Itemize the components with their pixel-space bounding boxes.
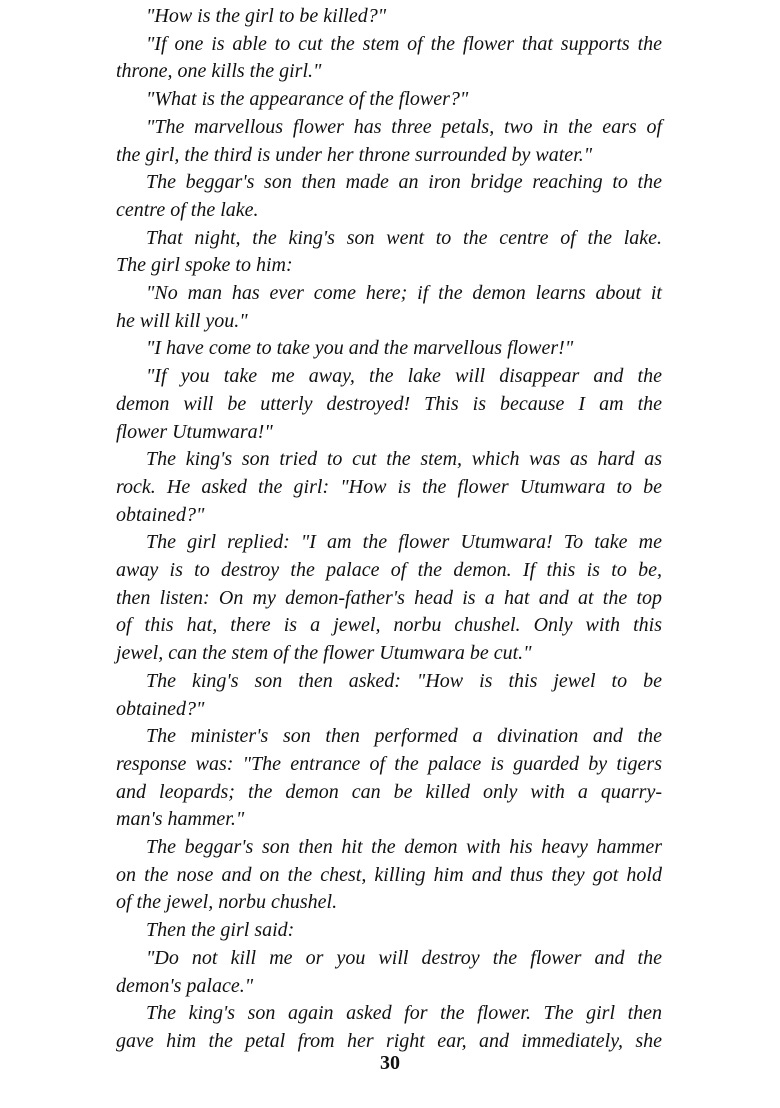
text-line: on the nose and on the chest, killing him and thus they got hold bbox=[116, 863, 662, 886]
text-line: That night, the king's son went to the centre of the lake. bbox=[146, 226, 662, 249]
text-line: The king's son then asked: "How is this jewel to be bbox=[146, 669, 662, 692]
text-line: "How is the girl to be killed?" bbox=[146, 5, 387, 27]
text-line: away is to destroy the palace of the demon. If this is to be, bbox=[116, 559, 662, 581]
text-line: "What is the appearance of the flower?" bbox=[146, 88, 469, 111]
text-line: "If you take me away, the lake will disappear and the bbox=[146, 365, 662, 388]
text-line: rock. He asked the girl: "How is the flower Utumwara to be bbox=[116, 475, 662, 498]
text-line: The minister's son then performed a divination and the bbox=[146, 725, 662, 748]
text-line: "No man has ever come here; if the demon learns about it bbox=[146, 282, 662, 304]
text-line: The girl spoke to him: bbox=[116, 254, 293, 277]
text-line: The king's son tried to cut the stem, which was as hard as bbox=[146, 448, 662, 471]
text-line: gave him the petal from her right ear, and immediately, she bbox=[116, 1029, 662, 1052]
text-line: jewel, can the stem of the flower Utumwara be cut." bbox=[116, 642, 532, 665]
text-line: "Do not kill me or you will destroy the flower and the bbox=[146, 946, 662, 969]
text-line: "If one is able to cut the stem of the flower that supports the bbox=[146, 32, 662, 55]
text-line: Then the girl said: bbox=[146, 919, 295, 942]
text-line: the girl, the third is under her throne surrounded by water." bbox=[116, 143, 593, 166]
text-line: The beggar's son then made an iron bridge reaching to the bbox=[146, 171, 662, 194]
text-line: man's hammer." bbox=[116, 808, 245, 831]
text-line: centre of the lake. bbox=[116, 198, 259, 221]
text-line: and leopards; the demon can be killed only with a quarry- bbox=[116, 780, 662, 803]
text-line: obtained?" bbox=[116, 697, 205, 720]
text-line: The beggar's son then hit the demon with his heavy hammer bbox=[146, 836, 662, 858]
text-line: "The marvellous flower has three petals, two in the ears of bbox=[146, 115, 662, 138]
text-line: The king's son again asked for the flower. The girl then bbox=[146, 1002, 662, 1025]
page-number: 30 bbox=[380, 1052, 400, 1074]
text-line: obtained?" bbox=[116, 503, 205, 526]
text-line: demon's palace." bbox=[116, 974, 254, 997]
text-line: "I have come to take you and the marvellous flower!" bbox=[146, 337, 574, 360]
text-line: flower Utumwara!" bbox=[116, 420, 273, 443]
text-line: throne, one kills the girl." bbox=[116, 60, 322, 83]
text-line: The girl replied: "I am the flower Utumwara! To take me bbox=[146, 531, 662, 554]
text-line: demon will be utterly destroyed! This is because I am the bbox=[116, 392, 662, 415]
text-line: of the jewel, norbu chushel. bbox=[116, 891, 338, 914]
text-line: he will kill you." bbox=[116, 309, 248, 332]
text-line: of this hat, there is a jewel, norbu chushel. Only with this bbox=[116, 614, 662, 637]
text-line: then listen: On my demon-father's head is a hat and at the top bbox=[116, 586, 662, 609]
text-line: response was: "The entrance of the palace is guarded by tigers bbox=[116, 752, 662, 775]
